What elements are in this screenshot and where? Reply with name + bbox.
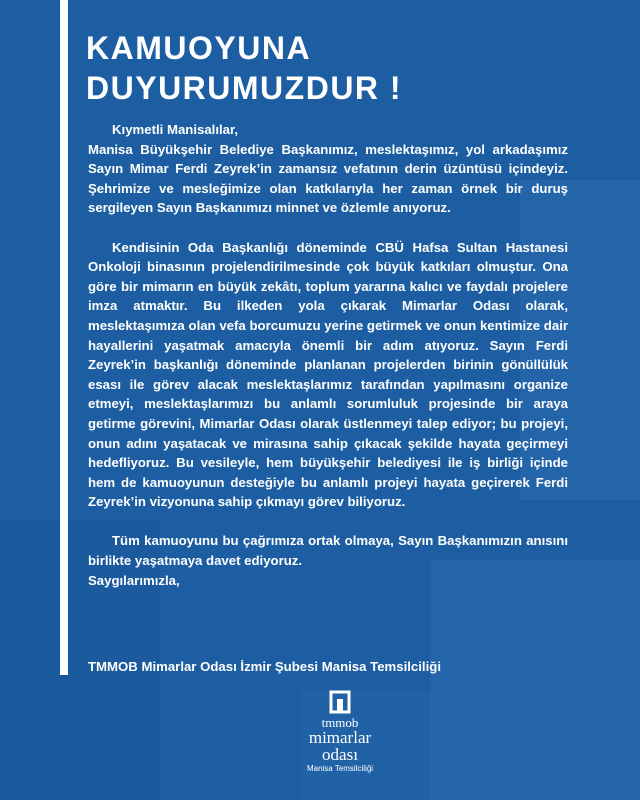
organization-logo (298, 690, 382, 775)
salutation: Kıymetli Manisalılar, (112, 122, 239, 137)
announcement-body (88, 120, 568, 610)
condolence-text: Manisa Büyükşehir Belediye Başkanımız, meslektaşımız, yol arkadaşımız Sayın Mimar Ferdi Zeyrek’in zamansız vefatının derin üzüntüsü içindeyiz. Şehrimize ve mesleğimize olan katkılarıyla her zaman örnek bir duruş sergileyen Sayın Başkanımızı minnet ve özlemle anıyoruz. (88, 141, 568, 216)
headline (86, 28, 606, 108)
logo-text-mimarlar: mimarlar (308, 728, 372, 747)
headline-line-1: KAMUOYUNA (86, 30, 312, 66)
accent-bar (60, 0, 68, 675)
logo-text-tmmob: tmmob (321, 715, 359, 730)
paragraph-invitation (88, 531, 568, 590)
logo-text-odasi: odası (322, 745, 358, 764)
paragraph-greeting (88, 120, 568, 218)
logo-text-branch: Manisa Temsilciliği (306, 764, 374, 773)
invitation-text: Tüm kamuoyunu bu çağrımıza ortak olmaya, Sayın Başkanımızın anısını birlikte yaşatmaya davet ediyoruz. (88, 533, 568, 569)
headline-line-2: DUYURUMUZDUR ! (86, 70, 403, 106)
signature: TMMOB Mimarlar Odası İzmir Şubesi Manisa Temsilciliği (88, 659, 441, 674)
closing-text: Saygılarımızla, (88, 572, 180, 588)
paragraph-project: Kendisinin Oda Başkanlığı döneminde CBÜ Hafsa Sultan Hastanesi Onkoloji binasının projelendirilmesinde çok büyük katkıları olmuştur. Ona göre bir mimarın en büyük zekâtı, toplum yararına kalıcı ve faydalı projelere imza atmaktır. Bu ilkeden yola çıkarak Mimarlar Odası olarak, meslektaşımıza olan vefa borcumuzu yerine getirmek ve onun kentimize dair hayallerini yaşatmak amacıyla önemli bir adım atıyoruz. Sayın Ferdi Zeyrek’in başkanlığı döneminde planlanan projelerden birinin gönüllülük esası ile görev alacak meslektaşlarımız tarafından yapılmasını organize etmeyi, meslektaşlarımızı bu anlamlı sorumluluk projesinde bir araya getirme görevini, Mimarlar Odası olarak üstlenmeyi talep ediyor; bu projeyi, onun adını yaşatacak ve mirasına sahip çıkacak şekilde hayata geçirmeyi hedefliyoruz. Bu vesileyle, hem büyükşehir belediyesi ile iş birliği içinde hem de kamuoyunun desteğiyle bu anlamlı projeyi hayata geçirerek Ferdi Zeyrek’in vizyonuna sahip çıkmayı görev biliyoruz. (88, 239, 568, 510)
building-icon (329, 690, 351, 714)
